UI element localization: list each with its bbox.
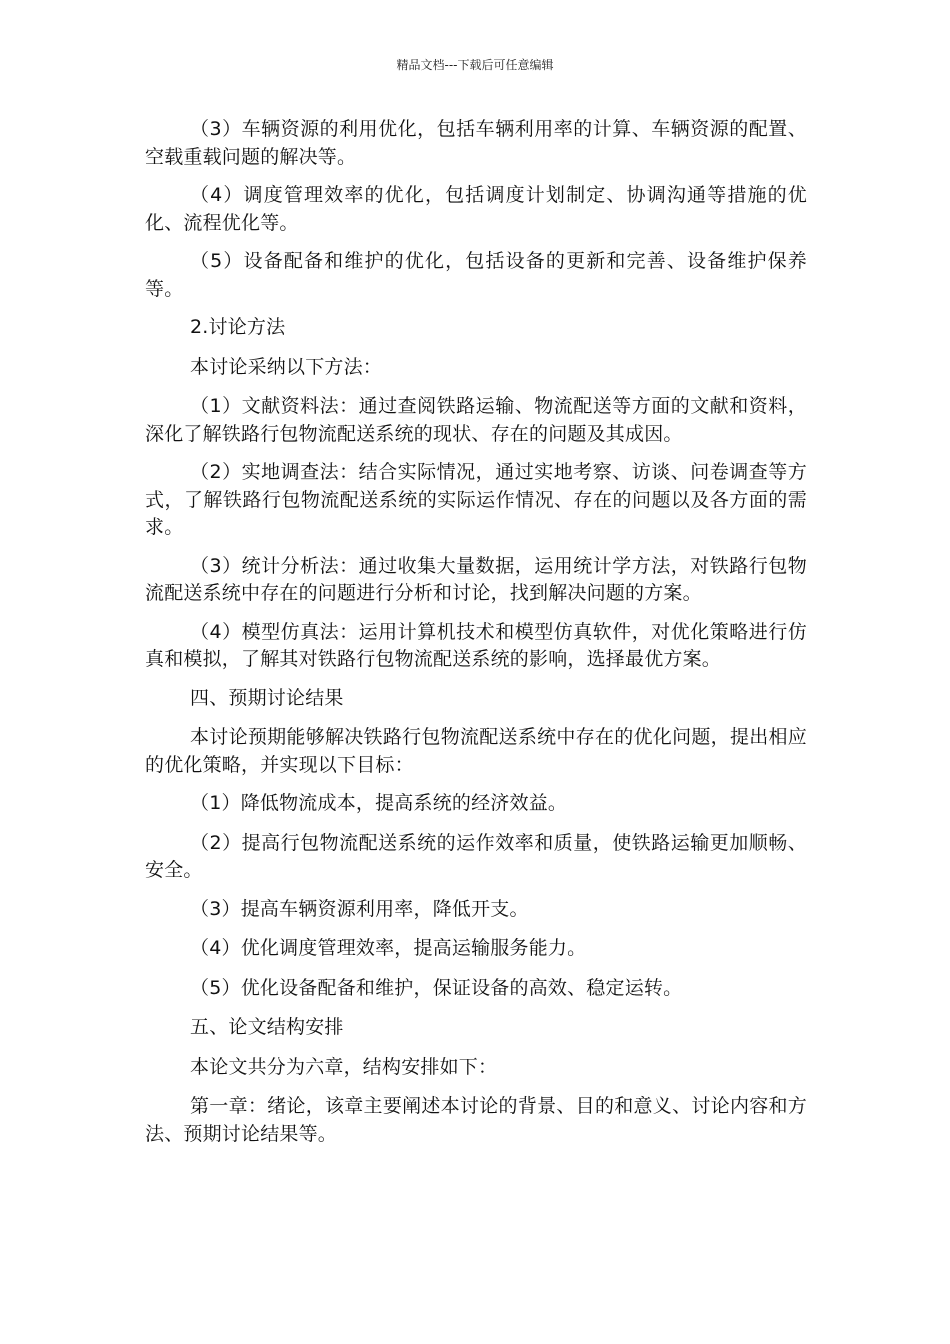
paragraph-methods-intro: 本讨论采纳以下方法：: [190, 355, 383, 378]
paragraph-vehicle-optimization: （3）车辆资源的利用优化，包括车辆利用率的计算、车辆资源的配置、空载重载问题的解决等。: [145, 118, 807, 168]
paragraph-structure-intro: 本论文共分为六章，结构安排如下：: [190, 1055, 498, 1078]
document-body: [145, 116, 807, 1159]
method-simulation: （4）模型仿真法：运用计算机技术和模型仿真软件，对优化策略进行仿真和模拟，了解其对铁路行包物流配送系统的影响，选择最优方案。: [145, 620, 807, 670]
section-heading-expected-results: 四、预期讨论结果: [190, 686, 344, 709]
section-heading-structure: 五、论文结构安排: [190, 1016, 344, 1038]
goal-equipment-maintenance: （5）优化设备配备和维护，保证设备的高效、稳定运转。: [190, 976, 683, 999]
method-literature: （1）文献资料法：通过查阅铁路运输、物流配送等方面的文献和资料，深化了解铁路行包物流配送系统的现状、存在的问题及其成因。: [145, 395, 807, 445]
goal-efficiency: （2）提高行包物流配送系统的运作效率和质量，使铁路运输更加顺畅、安全。: [145, 831, 807, 881]
goal-dispatch-management: （4）优化调度管理效率，提高运输服务能力。: [190, 937, 587, 959]
chapter-one-summary: 第一章：绪论，该章主要阐述本讨论的背景、目的和意义、讨论内容和方法、预期讨论结果等。: [145, 1095, 807, 1145]
paragraph-dispatch-optimization: （4）调度管理效率的优化，包括调度计划制定、协调沟通等措施的优化、流程优化等。: [145, 184, 807, 234]
section-heading-methods: 2.讨论方法: [190, 316, 286, 338]
goal-cost-reduction: （1）降低物流成本，提高系统的经济效益。: [190, 792, 568, 814]
method-statistics: （3）统计分析法：通过收集大量数据，运用统计学方法，对铁路行包物流配送系统中存在的问题进行分析和讨论，找到解决问题的方案。: [145, 554, 807, 604]
paragraph-expected-results-intro: 本讨论预期能够解决铁路行包物流配送系统中存在的优化问题，提出相应的优化策略，并实现以下目标：: [145, 726, 807, 776]
page-header: 精品文档---下载后可任意编辑: [396, 58, 554, 72]
goal-vehicle-utilization: （3）提高车辆资源利用率，降低开支。: [190, 897, 529, 920]
paragraph-equipment-optimization: （5）设备配备和维护的优化，包括设备的更新和完善、设备维护保养等。: [145, 250, 807, 300]
method-field-survey: （2）实地调查法：结合实际情况，通过实地考察、访谈、问卷调查等方式，了解铁路行包物流配送系统的实际运作情况、存在的问题以及各方面的需求。: [145, 461, 807, 538]
